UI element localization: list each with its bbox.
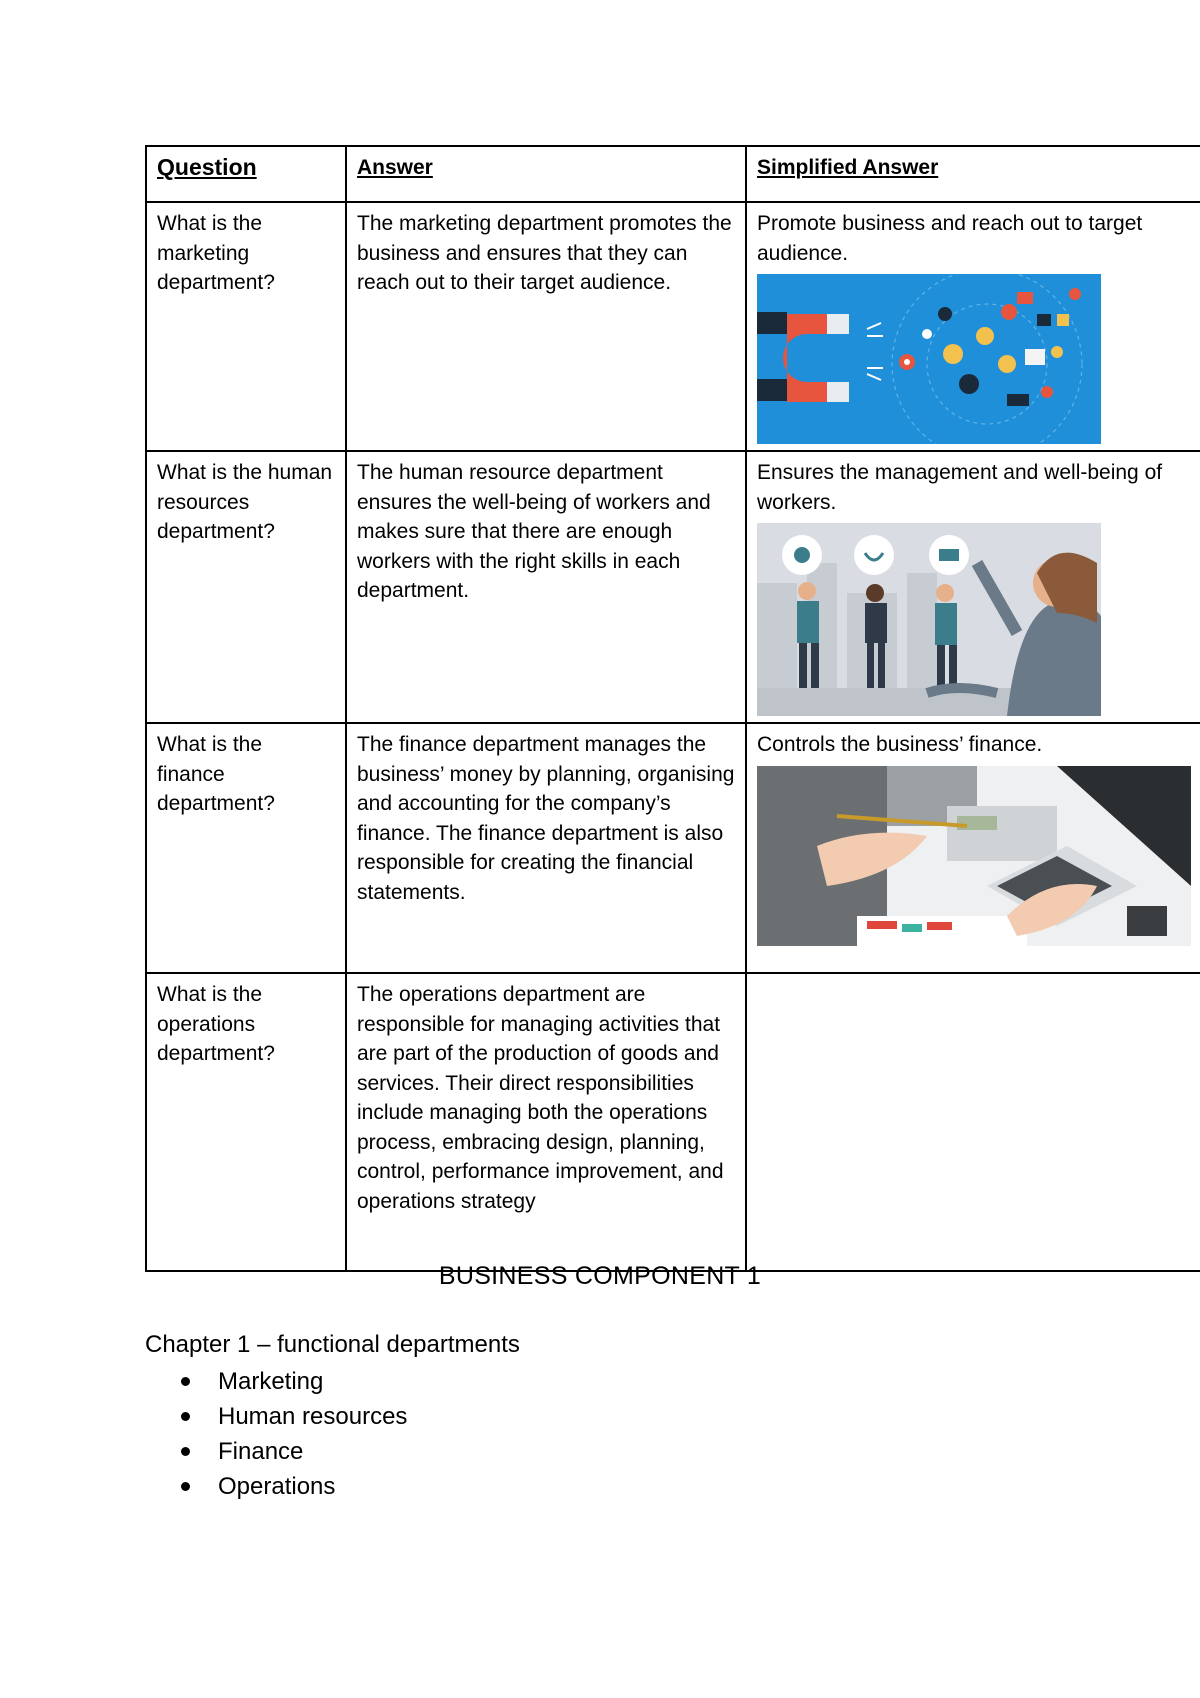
simplified-text: Promote business and reach out to target audience.: [757, 212, 1143, 265]
department-label: Marketing: [218, 1368, 324, 1395]
question-text: What is the finance department?: [157, 733, 275, 815]
table-row: [146, 202, 1200, 451]
page-title: BUSINESS COMPONENT 1: [438, 1262, 762, 1290]
table-row: [146, 973, 1200, 1271]
answer-cell: [346, 202, 746, 451]
table-row: [146, 451, 1200, 723]
answer-text: The operations department are responsible for managing activities that are part of the production of goods and services. Their direct responsibilities include managing both the operations process, embracing design, planning, control, performance improvement, and operations strategy: [357, 983, 724, 1213]
list-item: [145, 1364, 407, 1399]
department-label: Operations: [218, 1473, 336, 1500]
simplified-text: Ensures the management and well-being of workers.: [757, 461, 1163, 514]
question-text: What is the operations department?: [157, 983, 275, 1065]
simplified-cell: [746, 451, 1200, 723]
department-label: Finance: [218, 1438, 304, 1465]
header-answer: Answer: [357, 156, 433, 179]
header-answer-cell: [346, 146, 746, 202]
header-question: Question: [157, 154, 257, 180]
answer-text: The human resource department ensures the well-being of workers and makes sure that there are enough workers with the right skills in each department.: [357, 461, 711, 602]
answer-cell: [346, 451, 746, 723]
answer-text: The finance department manages the business’ money by planning, organising and accounting for the company’s finance. The finance department is also responsible for creating the financial statements.: [357, 733, 735, 904]
simplified-cell: [746, 973, 1200, 1271]
answer-text: The marketing department promotes the business and ensures that they can reach out to their target audience.: [357, 212, 732, 294]
question-text: What is the human resources department?: [157, 461, 333, 543]
table-row: [146, 723, 1200, 973]
simplified-cell: [746, 202, 1200, 451]
department-label: Human resources: [218, 1403, 408, 1430]
question-cell: [146, 723, 346, 973]
question-text: What is the marketing department?: [157, 212, 275, 294]
answer-cell: [346, 723, 746, 973]
bullet-icon: [181, 1412, 190, 1421]
question-cell: [146, 451, 346, 723]
simplified-text: Controls the business’ finance.: [757, 733, 1043, 756]
qa-table: [145, 145, 1200, 1272]
question-cell: [146, 202, 346, 451]
finance-photo: [757, 766, 1191, 946]
answer-cell: [346, 973, 746, 1271]
department-list: [145, 1364, 407, 1504]
list-item: [145, 1434, 407, 1469]
marketing-illustration: [757, 274, 1101, 444]
bullet-icon: [181, 1447, 190, 1456]
table-header-row: [146, 146, 1200, 202]
bullet-icon: [181, 1377, 190, 1386]
human-resources-illustration: [757, 523, 1101, 716]
header-simplified-cell: [746, 146, 1200, 202]
bullet-icon: [181, 1482, 190, 1491]
question-cell: [146, 973, 346, 1271]
header-simplified: Simplified Answer: [757, 156, 939, 179]
list-item: [145, 1469, 407, 1504]
list-item: [145, 1399, 407, 1434]
simplified-cell: [746, 723, 1200, 973]
header-question-cell: [146, 146, 346, 202]
chapter-heading: Chapter 1 – functional departments: [145, 1331, 520, 1358]
